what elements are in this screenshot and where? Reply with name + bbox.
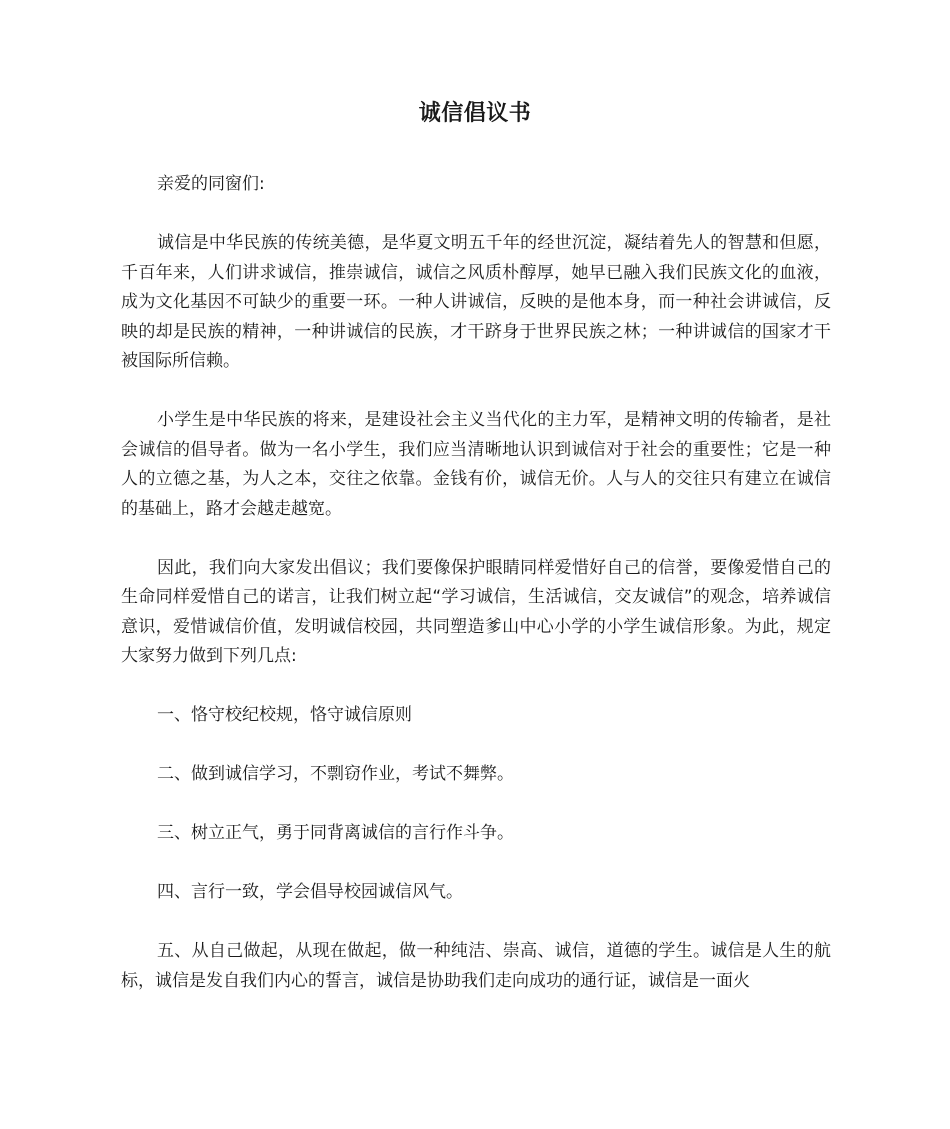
document-body [121,170,831,996]
paragraph-2: 小学生是中华民族的将来，是建设社会主义当代化的主力军，是精神文明的传输者，是社会诚信的倡导者。做为一名小学生，我们应当清晰地认识到诚信对于社会的重要性；它是一种人的立德之基，为人之本，交往之依靠。金钱有价，诚信无价。人与人的交往只有建立在诚信的基础上，路才会越走越宽。 [121,410,831,519]
paragraph-3: 因此，我们向大家发出倡议；我们要像保护眼睛同样爱惜好自己的信誉，要像爱惜自己的生命同样爱惜自己的诺言，让我们树立起“学习诚信，生活诚信，交友诚信”的观念，培养诚信意识，爱惜诚信价值，发明诚信校园，共同塑造爹山中心小学的小学生诚信形象。为此，规定大家努力做到下列几点: [121,557,831,666]
document-title: 诚信倡议书 [418,101,532,126]
paragraph-1: 诚信是中华民族的传统美德，是华夏文明五千年的经世沉淀，凝结着先人的智慧和但愿，千百年来，人们讲求诚信，推崇诚信，诚信之风质朴醇厚，她早已融入我们民族文化的血液，成为文化基因不可缺少的重要一环。一种人讲诚信，反映的是他本身，而一种社会讲诚信，反映的却是民族的精神，一种讲诚信的民族，才干跻身于世界民族之林；一种讲诚信的国家才干被国际所信赖。 [121,233,831,371]
list-item-5: 五、从自己做起，从现在做起，做一种纯洁、崇高、诚信，道德的学生。诚信是人生的航标，诚信是发自我们内心的誓言，诚信是协助我们走向成功的通行证，诚信是一面火 [121,941,831,991]
list-item-3: 三、树立正气，勇于同背离诚信的言行作斗争。 [157,823,514,843]
list-item-4: 四、言行一致，学会倡导校园诚信风气。 [157,882,463,902]
list-item-1: 一、恪守校纪校规，恪守诚信原则 [157,705,412,725]
list-item-2: 二、做到诚信学习，不剽窃作业，考试不舞弊。 [157,764,514,784]
greeting: 亲爱的同窗们: [157,174,265,194]
